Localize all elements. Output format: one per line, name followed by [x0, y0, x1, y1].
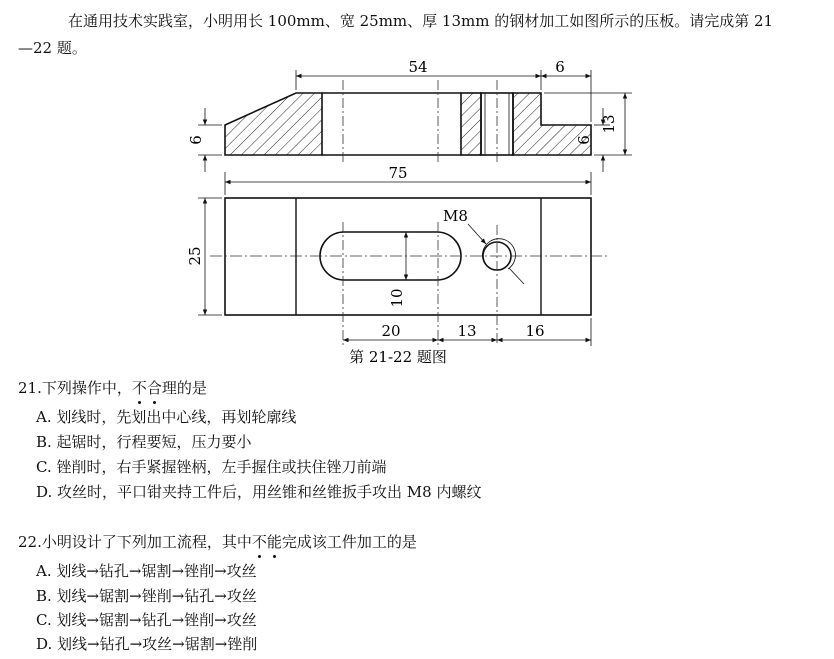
- front-section-view: [187, 58, 632, 172]
- emphasis-char: 不: [131, 379, 147, 397]
- question-22-stem: 22.小明设计了下列加工流程，其中不能完成该工件加工的是: [18, 533, 417, 551]
- dim-6-top: 6: [555, 58, 565, 76]
- dim-6-right: 6: [575, 135, 593, 145]
- q21-option-d: D. 攻丝时，平口钳夹持工件后，用丝锥和丝锥扳手攻出 M8 内螺纹: [36, 483, 482, 501]
- m8-leader: [468, 224, 486, 244]
- q22-option-a: A. 划线→钻孔→锯割→锉削→攻丝: [36, 562, 257, 580]
- q22-option-c: C. 划线→锯割→钻孔→锉削→攻丝: [36, 611, 257, 629]
- top-plan-view: [186, 164, 610, 346]
- question-21-stem: 21.下列操作中，不合理的是: [18, 379, 207, 397]
- q21-option-c: C. 锉削时，右手紧握锉柄，左手握住或扶住锉刀前端: [36, 458, 387, 476]
- emphasis-char: 不: [251, 533, 267, 551]
- dim-6-left: 6: [187, 135, 205, 145]
- intro-line-1: 在通用技术实践室，小明用长 100mm、宽 25mm、厚 13mm 的钢材加工如图所示的压板。请完成第 21: [68, 12, 774, 30]
- q21-option-b: B. 起锯时，行程要短，压力要小: [36, 433, 252, 451]
- q21-option-a: A. 划线时，先划出中心线，再划轮廓线: [36, 408, 297, 426]
- emphasis-char: 能: [266, 533, 282, 551]
- dim-13-bottom: 13: [457, 322, 477, 340]
- hatched-thread-wall: [461, 93, 481, 155]
- dim-13: 13: [600, 114, 618, 134]
- intro-line-2: —22 题。: [18, 39, 87, 57]
- plate-outline: [225, 198, 591, 315]
- figure-caption: 第 21-22 题图: [349, 348, 447, 366]
- dim-25: 25: [186, 246, 204, 266]
- dim-20: 20: [381, 322, 401, 340]
- emphasis-char: 合: [146, 379, 162, 397]
- dim-10: 10: [388, 288, 406, 308]
- q22-option-d: D. 划线→钻孔→攻丝→锯割→锉削: [36, 635, 258, 653]
- hatched-wedge-left: [225, 93, 322, 155]
- m8-label: M8: [443, 207, 468, 225]
- q22-option-b: B. 划线→锯割→锉削→钻孔→攻丝: [36, 587, 257, 605]
- dim-16: 16: [525, 322, 545, 340]
- dim-54: 54: [408, 58, 428, 76]
- dim-75: 75: [388, 164, 408, 182]
